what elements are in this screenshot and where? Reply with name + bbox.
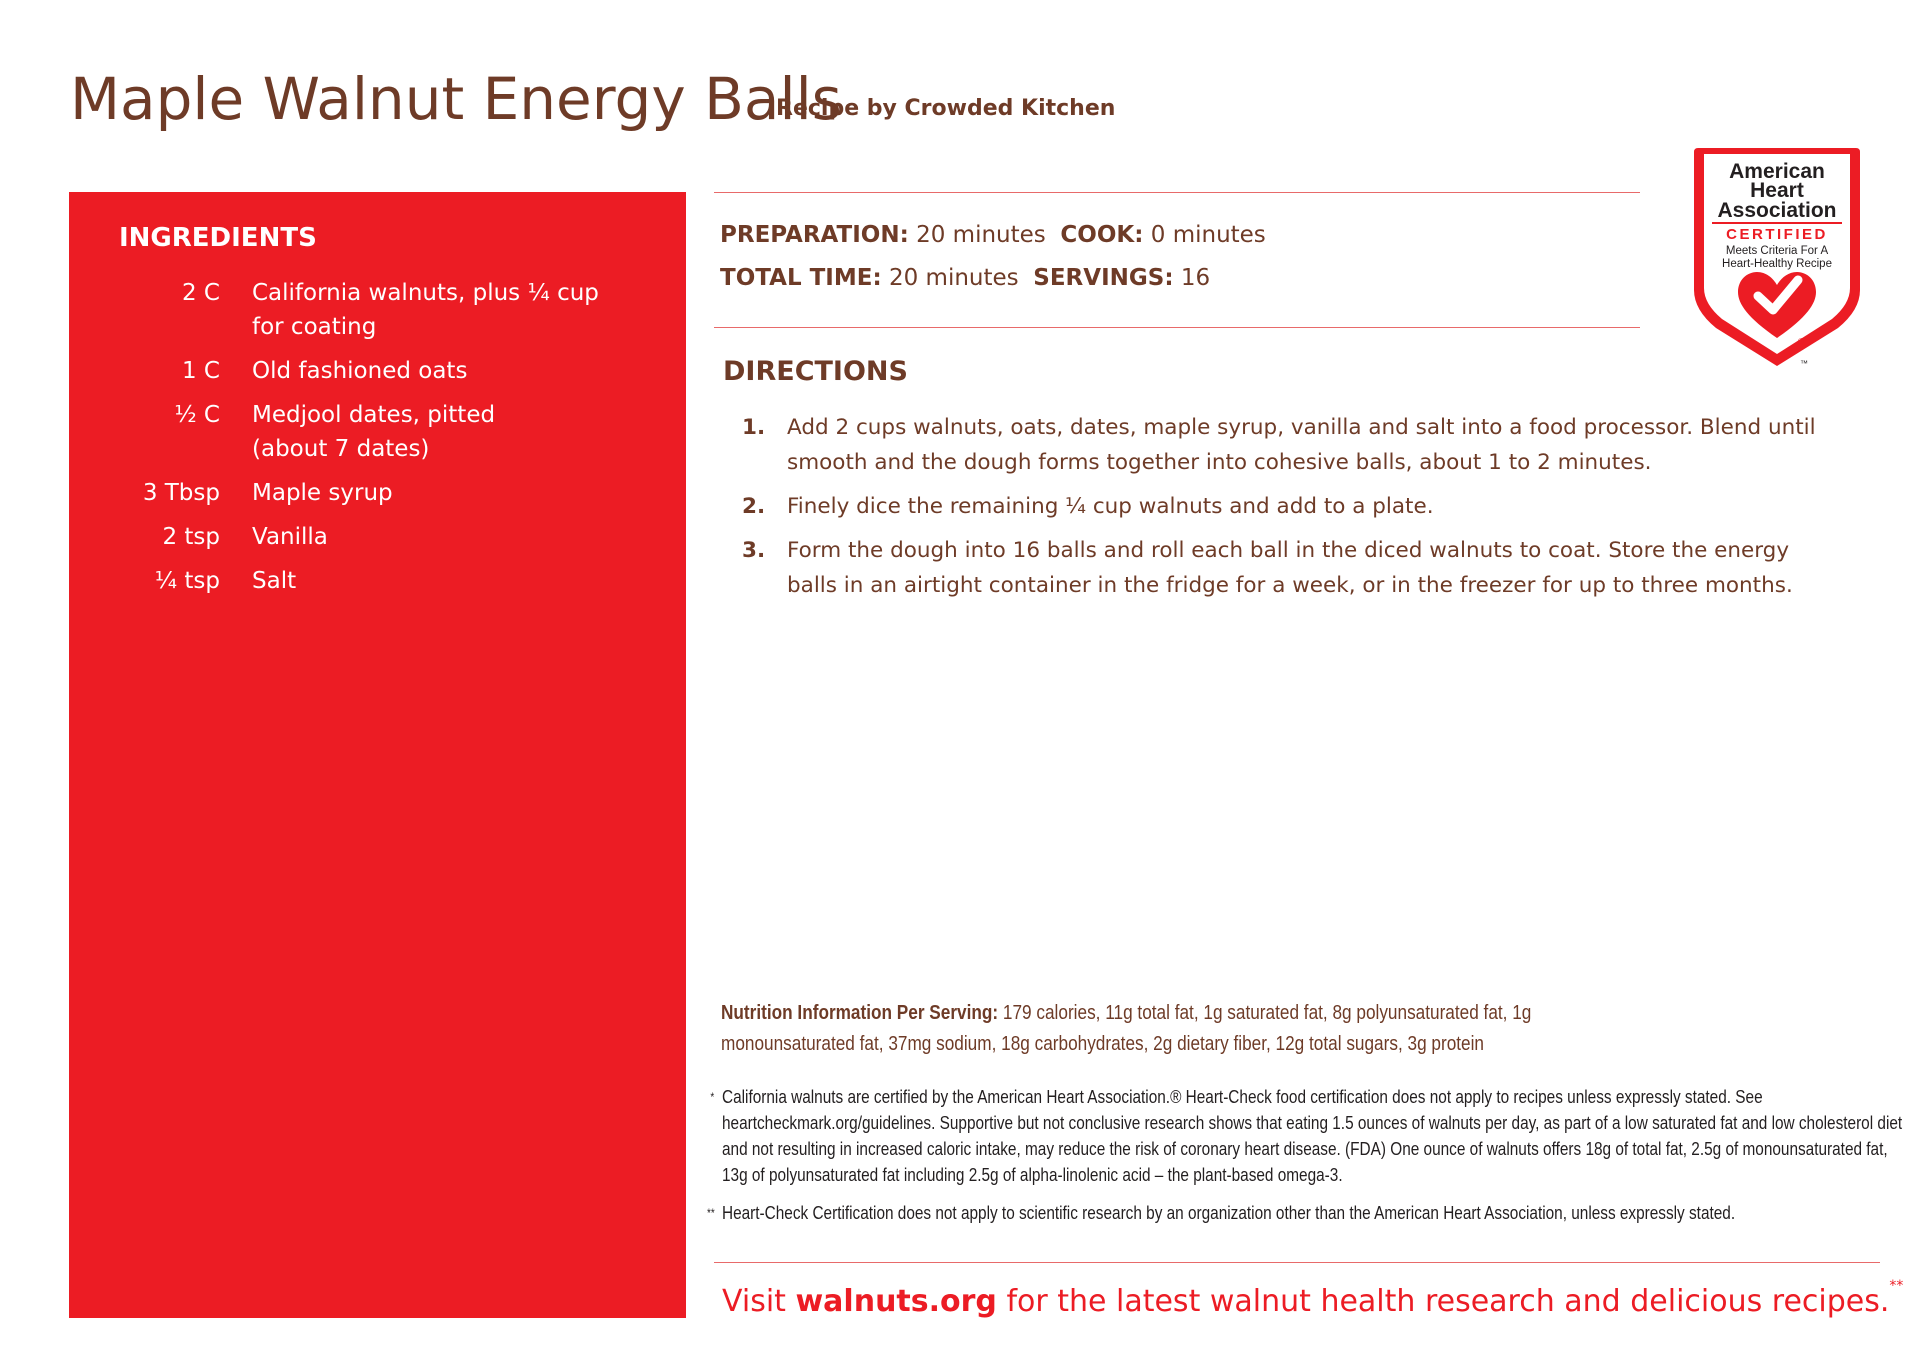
nutrition-info xyxy=(721,998,1581,1060)
ingredient-quantity: ¼ tsp xyxy=(154,568,220,594)
step-number: 3. xyxy=(742,538,766,563)
step-number: 1. xyxy=(742,415,766,440)
time-info-line-2 xyxy=(720,265,1210,291)
ingredient-item xyxy=(69,398,686,466)
directions-heading: DIRECTIONS xyxy=(723,356,908,387)
visit-suffix: for the latest walnut health research and delicious recipes. xyxy=(996,1284,1890,1319)
ingredient-quantity: 1 C xyxy=(181,358,220,384)
footnote-text: Heart-Check Certification does not apply to scientific research by an organization other than the American Heart Association, unless expressly stated. xyxy=(722,1202,1736,1223)
directions-list xyxy=(742,410,1822,612)
cook-label: COOK: xyxy=(1060,222,1144,248)
total-time-value: 20 minutes xyxy=(888,265,1019,291)
ingredient-quantity: 3 Tbsp xyxy=(142,480,220,506)
badge-criteria-1: Meets Criteria For A xyxy=(1725,245,1829,257)
recipe-byline: Recipe by Crowded Kitchen xyxy=(776,96,1116,121)
badge-line-1: American xyxy=(1729,160,1825,183)
step-text: Add 2 cups walnuts, oats, dates, maple syrup, vanilla and salt into a food processor. Blend until smooth and the dough forms together into cohesive balls, about 1 to 2 minutes. xyxy=(787,415,1816,475)
footnote-mark: ** xyxy=(707,1206,715,1220)
ingredient-name: Maple syrup xyxy=(252,480,393,506)
ingredients-list xyxy=(69,276,686,608)
ingredient-name: Salt xyxy=(252,568,297,594)
nutrition-label: Nutrition Information Per Serving: xyxy=(721,1002,999,1024)
badge-certified: CERTIFIED xyxy=(1726,226,1828,243)
ingredient-quantity: ½ C xyxy=(174,402,220,428)
nutrition-text: 179 calories, 11g total fat, 1g saturated fat, 8g polyunsaturated fat, 1g monounsaturated fat, 37mg sodium, 18g carbohydrates, 2g dietary fiber, 12g total sugars, 3g protein xyxy=(721,1002,1532,1055)
total-time-label: TOTAL TIME: xyxy=(720,265,882,291)
servings-label: SERVINGS: xyxy=(1033,265,1174,291)
ingredient-quantity: 2 tsp xyxy=(162,524,220,550)
footnote-mark: * xyxy=(710,1090,715,1104)
footnote-walnuts-certification xyxy=(710,1084,1909,1188)
badge-criteria-2: Heart-Healthy Recipe xyxy=(1722,258,1832,270)
badge-registered: ® xyxy=(1798,337,1804,346)
visit-prefix: Visit xyxy=(722,1284,796,1319)
ingredient-name: Old fashioned oats xyxy=(252,358,468,384)
ingredient-quantity: 2 C xyxy=(181,280,220,306)
walnuts-link[interactable]: walnuts.org xyxy=(795,1284,997,1319)
direction-step xyxy=(742,489,1822,524)
prep-label: PREPARATION: xyxy=(720,222,909,248)
visit-mark: ** xyxy=(1889,1278,1904,1294)
direction-step xyxy=(742,533,1822,603)
direction-step xyxy=(742,410,1822,480)
footnote-heart-check xyxy=(707,1200,1909,1226)
ingredients-heading: INGREDIENTS xyxy=(119,223,317,253)
ingredient-item xyxy=(69,476,686,510)
ingredient-name: Medjool dates, pitted (about 7 dates) xyxy=(252,402,496,462)
footnote-text: California walnuts are certified by the American Heart Association.® Heart-Check food certification does not apply to recipes unless expressly stated. See heartcheckmark.org/guidelines. Supportive but not conclusive research shows that eating 1.5 ounces of walnuts per day, as part of a low saturated fat and low cholesterol diet and not resulting in increased caloric intake, may reduce the risk of coronary heart disease. (FDA) One ounce of walnuts offers 18g of total fat, 2.5g of monounsaturated fat, 13g of polyunsaturated fat including 2.5g of alpha-linolenic acid – the plant-based omega-3. xyxy=(722,1086,1903,1185)
divider-middle xyxy=(714,327,1640,328)
ingredient-name: Vanilla xyxy=(252,524,328,550)
badge-trademark: ™ xyxy=(1800,359,1808,368)
cook-value: 0 minutes xyxy=(1150,222,1266,248)
visit-website-line xyxy=(722,1278,1904,1319)
divider-top xyxy=(714,192,1640,193)
ingredients-panel xyxy=(69,192,686,1318)
heart-check-badge-icon xyxy=(1688,140,1866,372)
aha-certified-badge xyxy=(1688,140,1866,372)
ingredient-item xyxy=(69,520,686,554)
ingredient-name: California walnuts, plus ¼ cup for coating xyxy=(252,280,599,340)
ingredient-item xyxy=(69,354,686,388)
step-text: Form the dough into 16 balls and roll each ball in the diced walnuts to coat. Store the energy balls in an airtight container in the fridge for a week, or in the freezer for up to three months. xyxy=(787,538,1793,598)
step-number: 2. xyxy=(742,494,766,519)
servings-value: 16 xyxy=(1180,265,1211,291)
badge-line-2: Heart xyxy=(1750,179,1804,202)
badge-line-3: Association xyxy=(1717,199,1837,222)
time-info-line-1 xyxy=(720,222,1266,248)
recipe-title: Maple Walnut Energy Balls xyxy=(70,65,842,133)
ingredient-item xyxy=(69,564,686,598)
ingredient-item xyxy=(69,276,686,344)
step-text: Finely dice the remaining ¼ cup walnuts and add to a plate. xyxy=(787,494,1434,519)
divider-bottom xyxy=(714,1262,1880,1263)
prep-value: 20 minutes xyxy=(916,222,1046,248)
